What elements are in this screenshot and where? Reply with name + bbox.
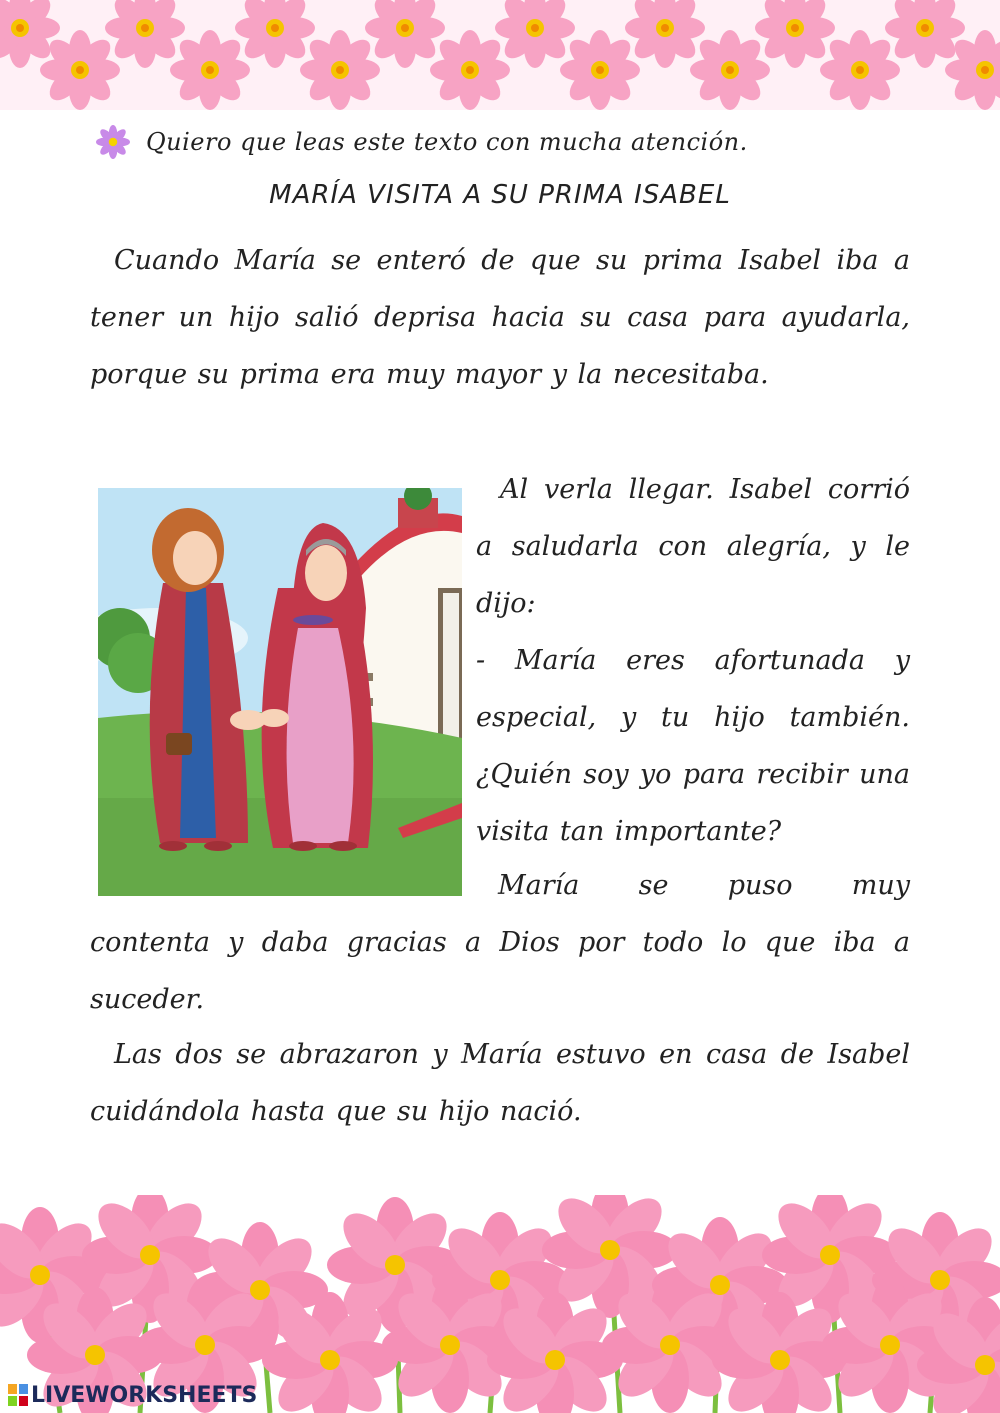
liveworksheets-brand bbox=[8, 1380, 257, 1410]
brand-name: LIVEWORKSHEETS bbox=[31, 1382, 258, 1408]
paragraph-4-rest: contenta y daba gracias a Dios por todo lo que iba a suceder. bbox=[90, 927, 910, 1015]
instruction-line bbox=[96, 122, 916, 162]
paragraph-3-dialogue: - María eres afortunada y especial, y tu hijo también. ¿Quién soy yo para recibir una visita tan importante? bbox=[476, 645, 910, 847]
liveworksheets-logo-icon bbox=[8, 1384, 28, 1406]
paragraph-1: Cuando María se enteró de que su prima Isabel iba a tener un hijo salió deprisa hacia su casa para ayudarla, porque su prima era muy mayor y la necesitaba. bbox=[90, 245, 910, 390]
mary-and-elizabeth-illustration bbox=[98, 488, 462, 896]
paragraph-4-first-line: María se puso muy bbox=[498, 870, 910, 901]
paragraph-5: Las dos se abrazaron y María estuvo en casa de Isabel cuidándola hasta que su hijo nació. bbox=[90, 1039, 910, 1127]
instruction-text: Quiero que leas este texto con mucha atención. bbox=[146, 128, 748, 156]
page-title: MARÍA VISITA A SU PRIMA ISABEL bbox=[269, 180, 731, 210]
purple-flower-bullet-icon bbox=[96, 125, 130, 159]
paragraph-2: Al verla llegar. Isabel corrió a saludarla con alegría, y le dijo: bbox=[476, 474, 910, 619]
top-flower-border bbox=[0, 0, 1000, 110]
paragraph-4 bbox=[90, 857, 910, 1028]
